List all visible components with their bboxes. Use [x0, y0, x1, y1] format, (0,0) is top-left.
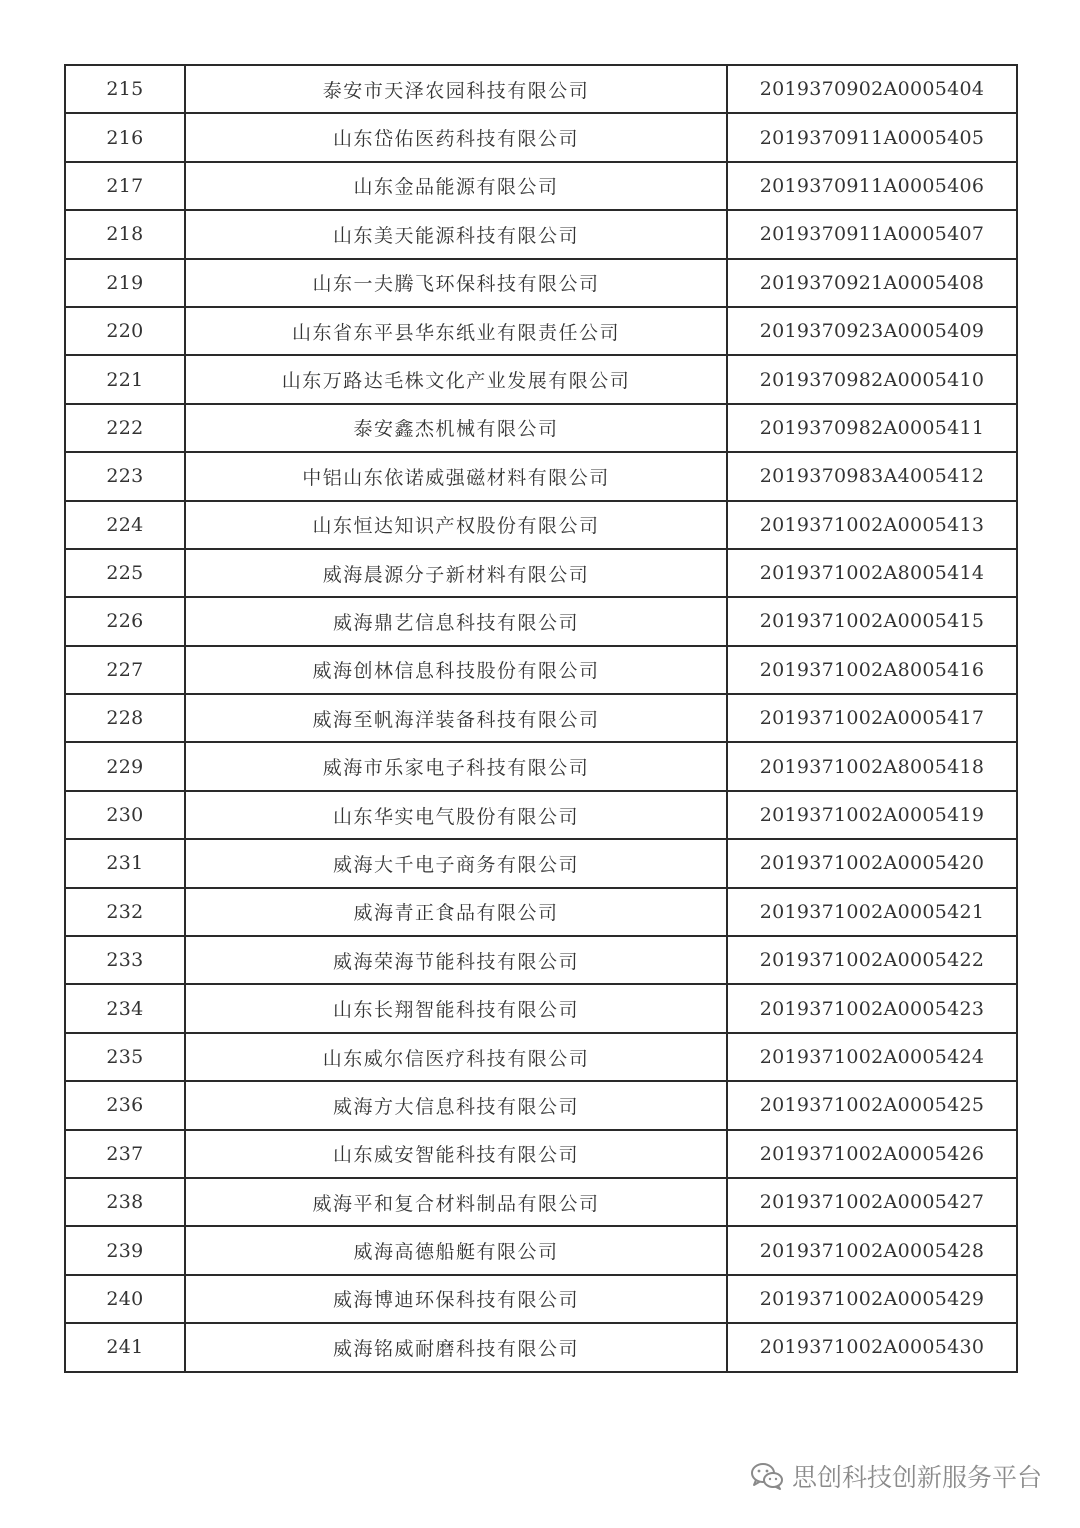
- row-number-cell: 240: [65, 1275, 185, 1323]
- registration-code-cell: 2019370921A0005408: [727, 259, 1017, 307]
- row-number-cell: 228: [65, 694, 185, 742]
- row-number-cell: 222: [65, 404, 185, 452]
- table-row: [65, 65, 1017, 113]
- registration-code-cell: 2019371002A0005421: [727, 888, 1017, 936]
- table-row: [65, 646, 1017, 694]
- company-name-cell: 威海平和复合材料制品有限公司: [185, 1178, 727, 1226]
- table-body: [65, 65, 1017, 1372]
- table-row: [65, 549, 1017, 597]
- registration-code-cell: 2019371002A0005417: [727, 694, 1017, 742]
- registration-code-cell: 2019370902A0005404: [727, 65, 1017, 113]
- company-name-cell: 山东长翔智能科技有限公司: [185, 984, 727, 1032]
- wechat-icon: [750, 1462, 784, 1490]
- table-row: [65, 404, 1017, 452]
- company-name-cell: 山东金品能源有限公司: [185, 162, 727, 210]
- company-name-cell: 山东美天能源科技有限公司: [185, 210, 727, 258]
- table-row: [65, 113, 1017, 161]
- table-row: [65, 984, 1017, 1032]
- row-number-cell: 232: [65, 888, 185, 936]
- company-list-table: [64, 64, 1018, 1373]
- row-number-cell: 229: [65, 742, 185, 790]
- company-name-cell: 山东威安智能科技有限公司: [185, 1130, 727, 1178]
- registration-code-cell: 2019371002A0005415: [727, 597, 1017, 645]
- registration-code-cell: 2019370911A0005407: [727, 210, 1017, 258]
- company-name-cell: 威海铭威耐磨科技有限公司: [185, 1323, 727, 1371]
- row-number-cell: 219: [65, 259, 185, 307]
- registration-code-cell: 2019371002A0005423: [727, 984, 1017, 1032]
- company-name-cell: 威海荣海节能科技有限公司: [185, 936, 727, 984]
- registration-code-cell: 2019370923A0005409: [727, 307, 1017, 355]
- table-row: [65, 452, 1017, 500]
- company-name-cell: 山东恒达知识产权股份有限公司: [185, 501, 727, 549]
- row-number-cell: 235: [65, 1033, 185, 1081]
- table-row: [65, 1081, 1017, 1129]
- company-name-cell: 威海晨源分子新材料有限公司: [185, 549, 727, 597]
- row-number-cell: 226: [65, 597, 185, 645]
- registration-code-cell: 2019371002A0005426: [727, 1130, 1017, 1178]
- row-number-cell: 223: [65, 452, 185, 500]
- row-number-cell: 231: [65, 839, 185, 887]
- row-number-cell: 220: [65, 307, 185, 355]
- company-name-cell: 中铝山东依诺威强磁材料有限公司: [185, 452, 727, 500]
- company-name-cell: 山东威尔信医疗科技有限公司: [185, 1033, 727, 1081]
- registration-code-cell: 2019370911A0005405: [727, 113, 1017, 161]
- company-name-cell: 威海创林信息科技股份有限公司: [185, 646, 727, 694]
- row-number-cell: 215: [65, 65, 185, 113]
- company-name-cell: 山东华实电气股份有限公司: [185, 791, 727, 839]
- table-row: [65, 597, 1017, 645]
- table-row: [65, 1178, 1017, 1226]
- registration-code-cell: 2019371002A0005429: [727, 1275, 1017, 1323]
- registration-code-cell: 2019371002A0005425: [727, 1081, 1017, 1129]
- row-number-cell: 236: [65, 1081, 185, 1129]
- table-row: [65, 210, 1017, 258]
- table-row: [65, 694, 1017, 742]
- row-number-cell: 234: [65, 984, 185, 1032]
- table-row: [65, 259, 1017, 307]
- table-row: [65, 355, 1017, 403]
- company-name-cell: 山东省东平县华东纸业有限责任公司: [185, 307, 727, 355]
- registration-code-cell: 2019371002A0005427: [727, 1178, 1017, 1226]
- table-row: [65, 742, 1017, 790]
- registration-code-cell: 2019371002A0005428: [727, 1226, 1017, 1274]
- company-name-cell: 山东万路达毛株文化产业发展有限公司: [185, 355, 727, 403]
- registration-code-cell: 2019371002A0005419: [727, 791, 1017, 839]
- row-number-cell: 225: [65, 549, 185, 597]
- table-row: [65, 1323, 1017, 1371]
- table-row: [65, 162, 1017, 210]
- company-name-cell: 威海市乐家电子科技有限公司: [185, 742, 727, 790]
- row-number-cell: 217: [65, 162, 185, 210]
- row-number-cell: 216: [65, 113, 185, 161]
- company-list-table-container: [64, 64, 1016, 1373]
- row-number-cell: 224: [65, 501, 185, 549]
- registration-code-cell: 2019370982A0005410: [727, 355, 1017, 403]
- registration-code-cell: 2019371002A8005416: [727, 646, 1017, 694]
- company-name-cell: 山东岱佑医药科技有限公司: [185, 113, 727, 161]
- company-name-cell: 山东一夫腾飞环保科技有限公司: [185, 259, 727, 307]
- table-row: [65, 307, 1017, 355]
- company-name-cell: 威海青正食品有限公司: [185, 888, 727, 936]
- registration-code-cell: 2019371002A0005430: [727, 1323, 1017, 1371]
- row-number-cell: 238: [65, 1178, 185, 1226]
- company-name-cell: 威海高德船艇有限公司: [185, 1226, 727, 1274]
- table-row: [65, 1275, 1017, 1323]
- table-row: [65, 1130, 1017, 1178]
- registration-code-cell: 2019371002A8005418: [727, 742, 1017, 790]
- row-number-cell: 227: [65, 646, 185, 694]
- table-row: [65, 888, 1017, 936]
- table-row: [65, 501, 1017, 549]
- table-row: [65, 791, 1017, 839]
- registration-code-cell: 2019370982A0005411: [727, 404, 1017, 452]
- company-name-cell: 威海鼎艺信息科技有限公司: [185, 597, 727, 645]
- registration-code-cell: 2019371002A0005424: [727, 1033, 1017, 1081]
- registration-code-cell: 2019370911A0005406: [727, 162, 1017, 210]
- row-number-cell: 241: [65, 1323, 185, 1371]
- row-number-cell: 230: [65, 791, 185, 839]
- registration-code-cell: 2019370983A4005412: [727, 452, 1017, 500]
- company-name-cell: 威海大千电子商务有限公司: [185, 839, 727, 887]
- registration-code-cell: 2019371002A0005422: [727, 936, 1017, 984]
- table-row: [65, 936, 1017, 984]
- row-number-cell: 233: [65, 936, 185, 984]
- watermark-text: 思创科技创新服务平台: [791, 1463, 1042, 1492]
- registration-code-cell: 2019371002A8005414: [727, 549, 1017, 597]
- registration-code-cell: 2019371002A0005420: [727, 839, 1017, 887]
- table-row: [65, 1226, 1017, 1274]
- registration-code-cell: 2019371002A0005413: [727, 501, 1017, 549]
- row-number-cell: 221: [65, 355, 185, 403]
- row-number-cell: 239: [65, 1226, 185, 1274]
- company-name-cell: 泰安鑫杰机械有限公司: [185, 404, 727, 452]
- company-name-cell: 威海至帆海洋装备科技有限公司: [185, 694, 727, 742]
- row-number-cell: 237: [65, 1130, 185, 1178]
- company-name-cell: 泰安市天泽农园科技有限公司: [185, 65, 727, 113]
- company-name-cell: 威海方大信息科技有限公司: [185, 1081, 727, 1129]
- company-name-cell: 威海博迪环保科技有限公司: [185, 1275, 727, 1323]
- table-row: [65, 839, 1017, 887]
- watermark: [750, 1456, 1042, 1496]
- table-row: [65, 1033, 1017, 1081]
- row-number-cell: 218: [65, 210, 185, 258]
